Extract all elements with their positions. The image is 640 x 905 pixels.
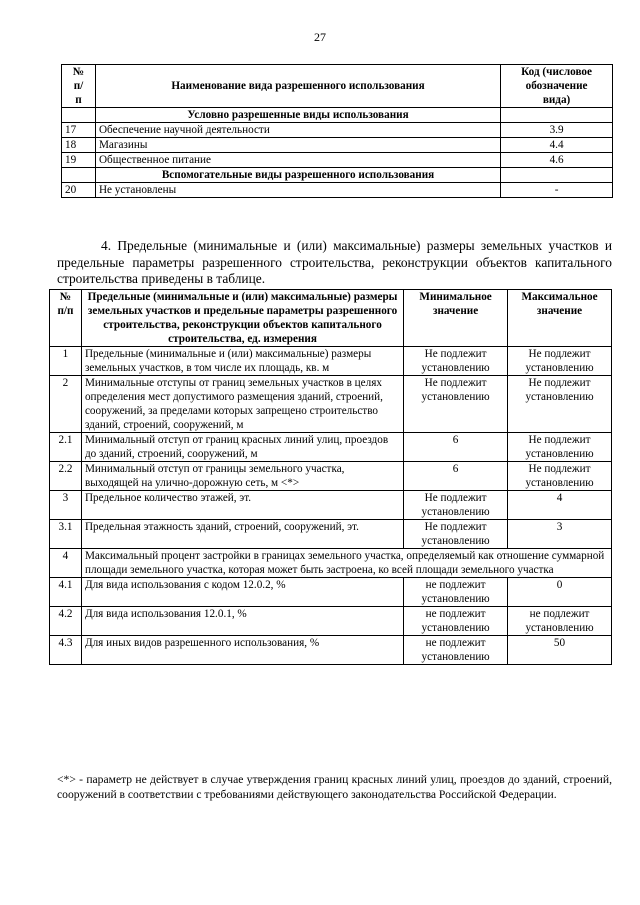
row-parameter: Минимальные отступы от границ земельных участков в целях определения мест допустимого размещения зданий, строений, сооружений, за пределами которых запрещено строительство зданий, строений, сооружений, м [81, 376, 403, 433]
paragraph-lead: 4. Предельные (минимальные и (или) максимальные) размеры земельных [101, 238, 543, 253]
section-row [62, 168, 613, 183]
row-max: Не подлежит установлению [508, 376, 612, 433]
table-row [62, 123, 613, 138]
paragraph-rest: участков и предельные параметры разрешенного строительства, реконструкции объектов капитального строительства приведены в таблице. [57, 238, 612, 286]
row-number: 4.3 [50, 636, 82, 665]
row-min: 6 [404, 433, 508, 462]
row-number: 1 [50, 347, 82, 376]
row-max: Не подлежит установлению [508, 462, 612, 491]
table-header-row [50, 290, 612, 347]
section-row [62, 108, 613, 123]
header-min: Минимальное значение [404, 290, 508, 347]
table-row [62, 183, 613, 198]
row-number: 3.1 [50, 520, 82, 549]
row-parameter: Предельное количество этажей, эт. [81, 491, 403, 520]
row-min: Не подлежит установлению [404, 520, 508, 549]
row-parameter: Для вида использования 12.0.1, % [81, 607, 403, 636]
table-row [50, 578, 612, 607]
permitted-use-table [61, 64, 613, 198]
row-max: 0 [508, 578, 612, 607]
row-number: 19 [62, 153, 96, 168]
table-row [50, 636, 612, 665]
row-number: 20 [62, 183, 96, 198]
header-max: Максимальное значение [508, 290, 612, 347]
row-number: 17 [62, 123, 96, 138]
row-number: 2.2 [50, 462, 82, 491]
row-name: Магазины [95, 138, 500, 153]
row-number: 3 [50, 491, 82, 520]
header-code: Код (числовое обозначение вида) [501, 65, 613, 108]
row-name: Общественное питание [95, 153, 500, 168]
row-number: 18 [62, 138, 96, 153]
row-min: не подлежит установлению [404, 607, 508, 636]
table-row [50, 520, 612, 549]
row-min: Не подлежит установлению [404, 376, 508, 433]
row-name: Не установлены [95, 183, 500, 198]
row-number: 4.1 [50, 578, 82, 607]
row-max: 3 [508, 520, 612, 549]
footnote: <*> - параметр не действует в случае утверждения границ красных линий улиц, проездов до зданий, строений, сооружений в соответствии с требованиями действующего законодательства Российской Федерации. [57, 773, 612, 801]
section-title: Условно разрешенные виды использования [95, 108, 500, 123]
row-max: 4 [508, 491, 612, 520]
row-min: 6 [404, 462, 508, 491]
table-row [50, 433, 612, 462]
table-row [62, 138, 613, 153]
row-number: 4.2 [50, 607, 82, 636]
row-min: Не подлежит установлению [404, 491, 508, 520]
table-row [62, 153, 613, 168]
header-number: № п/п [50, 290, 82, 347]
row-max: Не подлежит установлению [508, 347, 612, 376]
row-number: 4 [50, 549, 82, 578]
row-parameter: Для иных видов разрешенного использования, % [81, 636, 403, 665]
page-number: 27 [314, 30, 326, 44]
table-row [50, 491, 612, 520]
row-min: Не подлежит установлению [404, 347, 508, 376]
row-parameter: Минимальный отступ от границы земельного участка, выходящей на улично-дорожную сеть, м <*> [81, 462, 403, 491]
parameters-table [49, 289, 612, 665]
row-max: Не подлежит установлению [508, 433, 612, 462]
header-number: № п/ п [62, 65, 96, 108]
table-header-row [62, 65, 613, 108]
row-max: не подлежит установлению [508, 607, 612, 636]
header-name: Наименование вида разрешенного использования [95, 65, 500, 108]
row-code: 4.6 [501, 153, 613, 168]
table-row [50, 549, 612, 578]
row-min: не подлежит установлению [404, 636, 508, 665]
row-code: 3.9 [501, 123, 613, 138]
row-name: Обеспечение научной деятельности [95, 123, 500, 138]
row-number: 2.1 [50, 433, 82, 462]
table-row [50, 462, 612, 491]
section-title: Вспомогательные виды разрешенного использования [95, 168, 500, 183]
header-parameter: Предельные (минимальные и (или) максимальные) размеры земельных участков и предельные параметры разрешенного строительства, реконструкции объектов капитального строительства, ед. измерения [81, 290, 403, 347]
row-parameter: Максимальный процент застройки в границах земельного участка, определяемый как отношение суммарной площади земельного участка, которая может быть застроена, ко всей площади земельного участка [81, 549, 611, 578]
row-code: 4.4 [501, 138, 613, 153]
row-parameter: Минимальный отступ от границ красных линий улиц, проездов до зданий, строений, сооружений, м [81, 433, 403, 462]
paragraph-4 [57, 238, 612, 288]
row-parameter: Для вида использования с кодом 12.0.2, % [81, 578, 403, 607]
table-row [50, 347, 612, 376]
row-parameter: Предельные (минимальные и (или) максимальные) размеры земельных участков, в том числе их площадь, кв. м [81, 347, 403, 376]
row-parameter: Предельная этажность зданий, строений, сооружений, эт. [81, 520, 403, 549]
table-row [50, 376, 612, 433]
row-number: 2 [50, 376, 82, 433]
row-code: - [501, 183, 613, 198]
table-row [50, 607, 612, 636]
row-min: не подлежит установлению [404, 578, 508, 607]
row-max: 50 [508, 636, 612, 665]
